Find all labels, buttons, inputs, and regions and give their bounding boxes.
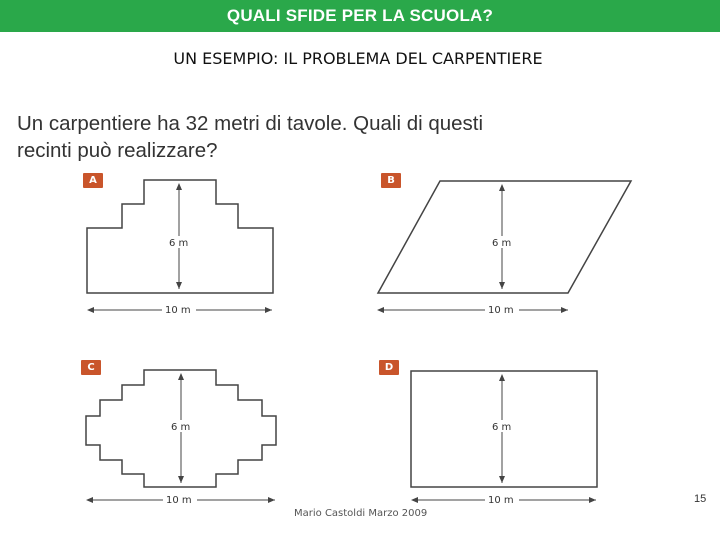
footer-author: Mario Castoldi Marzo 2009 xyxy=(294,508,428,519)
figure-c xyxy=(86,370,276,506)
figure-c-label: C xyxy=(81,360,101,375)
figure-d xyxy=(411,371,597,506)
page-number: 15 xyxy=(694,493,707,505)
subtitle: UN ESEMPIO: IL PROBLEMA DEL CARPENTIERE xyxy=(173,49,543,68)
question-line-2: recinti può realizzare? xyxy=(17,139,218,162)
figure-c-height-label: 6 m xyxy=(171,422,191,433)
header-title: QUALI SFIDE PER LA SCUOLA? xyxy=(226,6,494,25)
figure-a-height-label: 6 m xyxy=(169,238,189,249)
figure-b-label: B xyxy=(381,173,401,188)
figure-d-label: D xyxy=(379,360,399,375)
figure-c-width-label: 10 m xyxy=(166,495,192,506)
figure-a-label: A xyxy=(83,173,103,188)
figure-d-width-label: 10 m xyxy=(488,495,514,506)
question-line-1: Un carpentiere ha 32 metri di tavole. Quali di questi xyxy=(17,112,484,135)
figure-a-width-label: 10 m xyxy=(165,305,191,316)
figure-d-height-label: 6 m xyxy=(492,422,512,433)
figure-a xyxy=(87,180,273,316)
figure-b xyxy=(378,181,631,316)
figure-b-height-label: 6 m xyxy=(492,238,512,249)
figure-b-width-label: 10 m xyxy=(488,305,514,316)
